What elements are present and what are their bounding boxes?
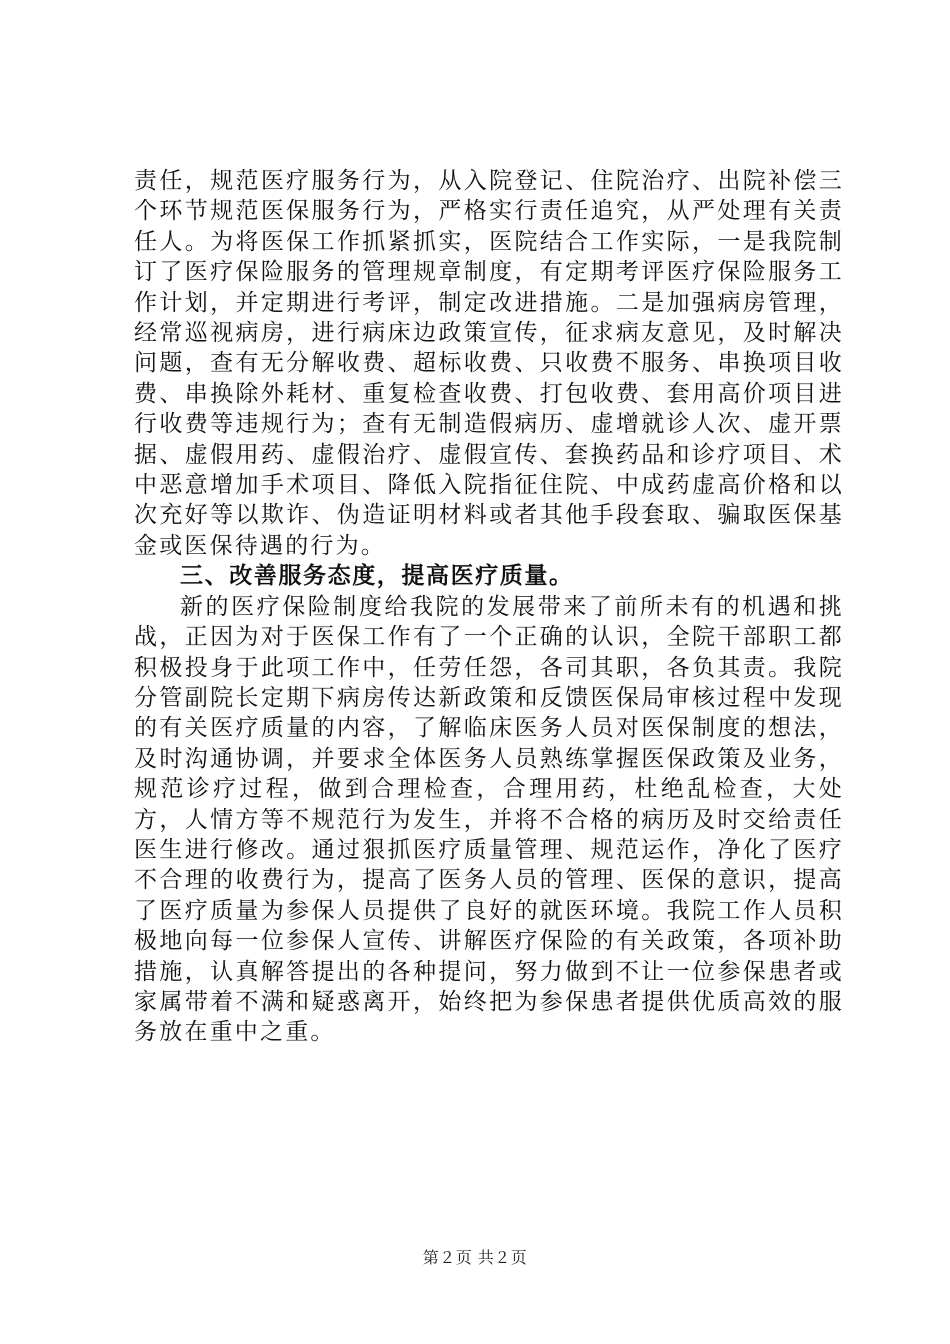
body-paragraph: 新的医疗保险制度给我院的发展带来了前所未有的机遇和挑战，正因为对于医保工作有了一个正确的认识，全院干部职工都积极投身于此项工作中，任劳任怨，各司其职，各负其责。我院分管副院长定期下病房传达新政策和反馈医保局审核过程中发现的有关医疗质量的内容，了解临床医务人员对医保制度的想法，及时沟通协调，并要求全体医务人员熟练掌握医保政策及业务，规范诊疗过程，做到合理检查，合理用药，杜绝乱检查，大处方，人情方等不规范行为发生，并将不合格的病历及时交给责任医生进行修改。通过狠抓医疗质量管理、规范运作，净化了医疗不合理的收费行为，提高了医务人员的管理、医保的意识，提高了医疗质量为参保人员提供了良好的就医环境。我院工作人员积极地向每一位参保人宣传、讲解医疗保险的有关政策，各项补助措施，认真解答提出的各种提问，努力做到不让一位参保患者或家属带着不满和疑惑离开，始终把为参保患者提供优质高效的服务放在重中之重。 bbox=[134, 593, 844, 1046]
page-number-footer: 第２页 共２页 bbox=[422, 1248, 528, 1267]
body-paragraph: 责任，规范医疗服务行为，从入院登记、住院治疗、出院补偿三个环节规范医保服务行为，严格实行责任追究，从严处理有关责任人。为将医保工作抓紧抓实，医院结合工作实际，一是我院制订了医疗保险服务的管理规章制度，有定期考评医疗保险服务工作计划，并定期进行考评，制定改进措施。二是加强病房管理，经常巡视病房，进行病床边政策宣传，征求病友意见，及时解决问题，查有无分解收费、超标收费、只收费不服务、串换项目收费、串换除外耗材、重复检查收费、打包收费、套用高价项目进行收费等违规行为；查有无制造假病历、虚增就诊人次、虚开票据、虚假用药、虚假治疗、虚假宣传、套换药品和诊疗项目、术中恶意增加手术项目、降低入院指征住院、中成药虚高价格和以次充好等以欺诈、伪造证明材料或者其他手段套取、骗取医保基金或医保待遇的行为。 bbox=[134, 168, 844, 559]
section-heading: 三、改善服务态度，提高医疗质量。 bbox=[180, 563, 574, 590]
document-body bbox=[134, 166, 844, 1048]
